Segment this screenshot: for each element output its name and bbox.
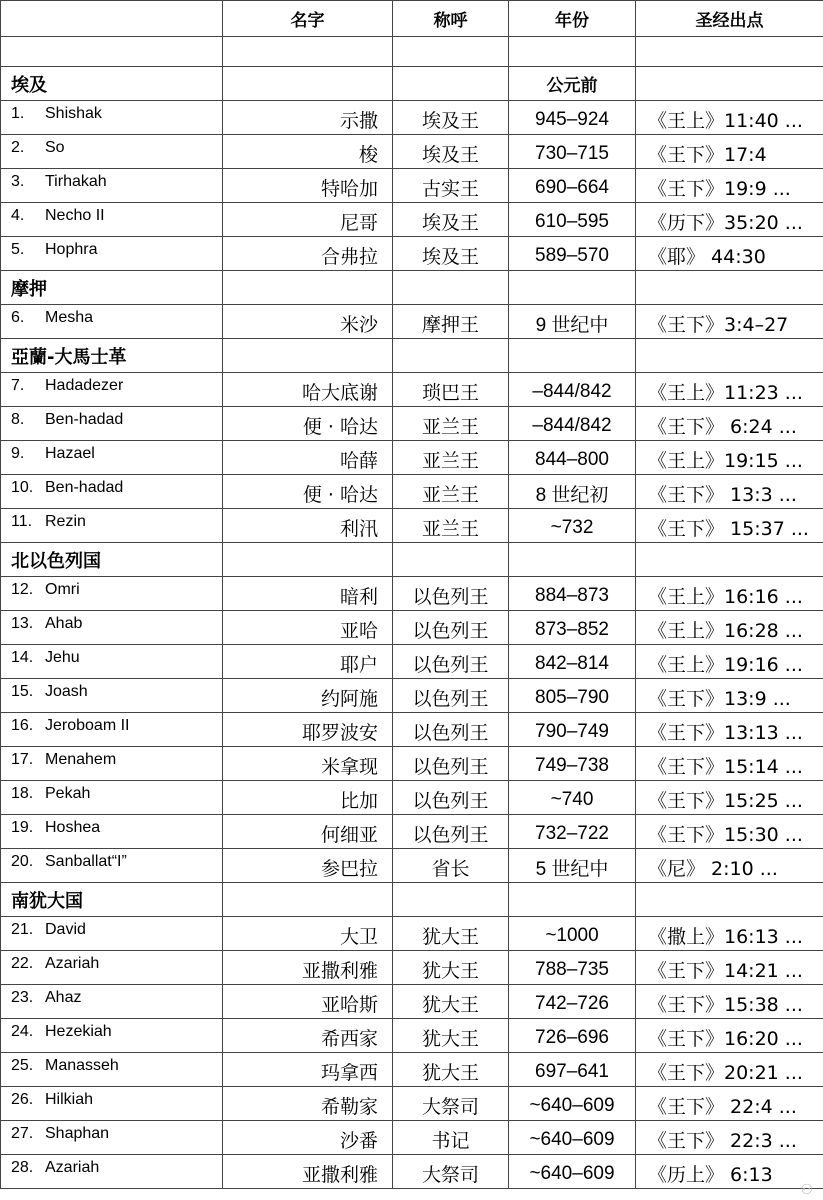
reference-cell: 《撒上》16:13 ... bbox=[636, 917, 823, 951]
year-cell: 805–790 bbox=[509, 679, 636, 713]
english-name-cell bbox=[1, 475, 223, 509]
year-cell: 5 世纪中 bbox=[509, 849, 636, 883]
row-number: 7. bbox=[11, 377, 25, 394]
reference-cell: 《王下》15:25 ... bbox=[636, 781, 823, 815]
reference-cell: 《王下》 13:3 ... bbox=[636, 475, 823, 509]
title-cell: 以色列王 bbox=[393, 815, 509, 849]
table-row bbox=[1, 1121, 823, 1155]
row-number: 18. bbox=[11, 785, 34, 802]
english-name-cell bbox=[1, 169, 223, 203]
row-number: 12. bbox=[11, 581, 34, 598]
english-name-cell bbox=[1, 747, 223, 781]
english-name-cell bbox=[1, 849, 223, 883]
table-row bbox=[1, 849, 823, 883]
chinese-name: 亚撒利雅 bbox=[223, 951, 393, 985]
year-cell: –844/842 bbox=[509, 407, 636, 441]
english-name-cell bbox=[1, 305, 223, 339]
row-number: 20. bbox=[11, 853, 34, 870]
chinese-name: 米沙 bbox=[223, 305, 393, 339]
blank-cell bbox=[393, 339, 509, 373]
table-row bbox=[1, 1155, 823, 1189]
title-cell: 大祭司 bbox=[393, 1087, 509, 1121]
blank-cell bbox=[636, 883, 823, 917]
row-number: 11. bbox=[11, 513, 33, 530]
chinese-name: 比加 bbox=[223, 781, 393, 815]
section-name: 亞蘭-大馬士革 bbox=[1, 339, 223, 373]
section-year-label: 公元前 bbox=[509, 67, 636, 101]
year-cell: 9 世纪中 bbox=[509, 305, 636, 339]
year-cell: 790–749 bbox=[509, 713, 636, 747]
chinese-name: 希西家 bbox=[223, 1019, 393, 1053]
row-number: 19. bbox=[11, 819, 34, 836]
english-name: Azariah bbox=[45, 955, 100, 972]
english-name-cell bbox=[1, 815, 223, 849]
blank-cell bbox=[636, 37, 823, 67]
english-name-cell bbox=[1, 203, 223, 237]
watermark: ⚇ bbox=[800, 1182, 813, 1198]
title-cell: 大祭司 bbox=[393, 1155, 509, 1189]
english-name-cell bbox=[1, 713, 223, 747]
chinese-name: 哈大底谢 bbox=[223, 373, 393, 407]
reference-cell: 《王上》11:40 ... bbox=[636, 101, 823, 135]
section-row bbox=[1, 883, 823, 917]
english-name-cell bbox=[1, 237, 223, 271]
chinese-name: 亚哈 bbox=[223, 611, 393, 645]
title-cell: 书记 bbox=[393, 1121, 509, 1155]
section-year-label bbox=[509, 271, 636, 305]
english-name: Jehu bbox=[45, 649, 80, 666]
chinese-name: 哈薛 bbox=[223, 441, 393, 475]
blank-cell bbox=[636, 271, 823, 305]
title-cell: 摩押王 bbox=[393, 305, 509, 339]
chinese-name: 米拿现 bbox=[223, 747, 393, 781]
table-row bbox=[1, 713, 823, 747]
table-row bbox=[1, 101, 823, 135]
blank-cell bbox=[393, 543, 509, 577]
chinese-name: 特哈加 bbox=[223, 169, 393, 203]
english-name: Pekah bbox=[45, 785, 91, 802]
row-number: 14. bbox=[11, 649, 34, 666]
title-cell: 犹大王 bbox=[393, 917, 509, 951]
reference-cell: 《历上》 6:13 bbox=[636, 1155, 823, 1189]
english-name: Shaphan bbox=[45, 1125, 110, 1142]
row-number: 1. bbox=[11, 105, 25, 122]
english-name: Hoshea bbox=[45, 819, 101, 836]
blank-cell bbox=[636, 543, 823, 577]
section-row bbox=[1, 339, 823, 373]
section-year-label bbox=[509, 339, 636, 373]
reference-cell: 《王下》19:9 ... bbox=[636, 169, 823, 203]
title-cell: 亚兰王 bbox=[393, 441, 509, 475]
chinese-name: 便 · 哈达 bbox=[223, 407, 393, 441]
english-name-cell bbox=[1, 645, 223, 679]
blank-cell bbox=[223, 271, 393, 305]
title-cell: 省长 bbox=[393, 849, 509, 883]
english-name: Ben-hadad bbox=[45, 411, 124, 428]
row-number: 15. bbox=[11, 683, 34, 700]
table-row bbox=[1, 135, 823, 169]
reference-cell: 《王上》11:23 ... bbox=[636, 373, 823, 407]
row-number: 22. bbox=[11, 955, 34, 972]
english-name-cell bbox=[1, 781, 223, 815]
english-name: Sanballat“I” bbox=[45, 853, 127, 870]
english-name: Hadadezer bbox=[45, 377, 124, 394]
blank-cell bbox=[1, 37, 223, 67]
title-cell: 埃及王 bbox=[393, 237, 509, 271]
section-row bbox=[1, 543, 823, 577]
title-cell: 以色列王 bbox=[393, 713, 509, 747]
year-cell: –844/842 bbox=[509, 373, 636, 407]
year-cell: 732–722 bbox=[509, 815, 636, 849]
blank-row bbox=[1, 37, 823, 67]
row-number: 17. bbox=[11, 751, 34, 768]
english-name: Mesha bbox=[45, 309, 94, 326]
section-row bbox=[1, 271, 823, 305]
title-cell: 以色列王 bbox=[393, 679, 509, 713]
table-row bbox=[1, 679, 823, 713]
title-cell: 以色列王 bbox=[393, 577, 509, 611]
table-row bbox=[1, 203, 823, 237]
table-row bbox=[1, 781, 823, 815]
year-cell: 884–873 bbox=[509, 577, 636, 611]
header-name: 名字 bbox=[223, 1, 393, 37]
chinese-name: 沙番 bbox=[223, 1121, 393, 1155]
row-number: 23. bbox=[11, 989, 34, 1006]
table-row bbox=[1, 305, 823, 339]
chinese-name: 参巴拉 bbox=[223, 849, 393, 883]
year-cell: 589–570 bbox=[509, 237, 636, 271]
table-row bbox=[1, 815, 823, 849]
english-name-cell bbox=[1, 373, 223, 407]
english-name: Hophra bbox=[45, 241, 98, 258]
header-title: 称呼 bbox=[393, 1, 509, 37]
reference-cell: 《王下》 6:24 ... bbox=[636, 407, 823, 441]
blank-cell bbox=[393, 37, 509, 67]
title-cell: 埃及王 bbox=[393, 101, 509, 135]
blank-cell bbox=[223, 67, 393, 101]
title-cell: 犹大王 bbox=[393, 1053, 509, 1087]
title-cell: 以色列王 bbox=[393, 611, 509, 645]
english-name-cell bbox=[1, 135, 223, 169]
year-cell: 842–814 bbox=[509, 645, 636, 679]
reference-cell: 《王下》 15:37 ... bbox=[636, 509, 823, 543]
chinese-name: 亚哈斯 bbox=[223, 985, 393, 1019]
english-name: Manasseh bbox=[45, 1057, 119, 1074]
table-row bbox=[1, 645, 823, 679]
row-number: 10. bbox=[11, 479, 34, 496]
year-cell: ~740 bbox=[509, 781, 636, 815]
table-row bbox=[1, 985, 823, 1019]
section-name: 埃及 bbox=[1, 67, 223, 101]
section-name: 北以色列国 bbox=[1, 543, 223, 577]
english-name-cell bbox=[1, 441, 223, 475]
english-name-cell bbox=[1, 1121, 223, 1155]
title-cell: 犹大王 bbox=[393, 1019, 509, 1053]
reference-cell: 《王下》3:4–27 bbox=[636, 305, 823, 339]
reference-cell: 《王下》13:13 ... bbox=[636, 713, 823, 747]
row-number: 28. bbox=[11, 1159, 34, 1176]
english-name: Joash bbox=[45, 683, 88, 700]
title-cell: 埃及王 bbox=[393, 135, 509, 169]
chinese-name: 希勒家 bbox=[223, 1087, 393, 1121]
english-name: Menahem bbox=[45, 751, 117, 768]
reference-cell: 《王下》 22:3 ... bbox=[636, 1121, 823, 1155]
english-name: Hilkiah bbox=[45, 1091, 94, 1108]
year-cell: 730–715 bbox=[509, 135, 636, 169]
chinese-name: 尼哥 bbox=[223, 203, 393, 237]
english-name-cell bbox=[1, 951, 223, 985]
english-name-cell bbox=[1, 577, 223, 611]
chinese-name: 亚撒利雅 bbox=[223, 1155, 393, 1189]
row-number: 24. bbox=[11, 1023, 34, 1040]
blank-cell bbox=[393, 883, 509, 917]
table-row bbox=[1, 917, 823, 951]
table-row bbox=[1, 1019, 823, 1053]
reference-cell: 《王下》17:4 bbox=[636, 135, 823, 169]
reference-cell: 《王下》16:20 ... bbox=[636, 1019, 823, 1053]
chinese-name: 约阿施 bbox=[223, 679, 393, 713]
header-year: 年份 bbox=[509, 1, 636, 37]
year-cell: ~640–609 bbox=[509, 1155, 636, 1189]
year-cell: ~1000 bbox=[509, 917, 636, 951]
chinese-name: 耶罗波安 bbox=[223, 713, 393, 747]
row-number: 27. bbox=[11, 1125, 34, 1142]
row-number: 2. bbox=[11, 139, 25, 156]
blank-cell bbox=[223, 37, 393, 67]
row-number: 9. bbox=[11, 445, 25, 462]
title-cell: 琐巴王 bbox=[393, 373, 509, 407]
reference-cell: 《王上》19:15 ... bbox=[636, 441, 823, 475]
english-name-cell bbox=[1, 917, 223, 951]
table-row bbox=[1, 509, 823, 543]
reference-cell: 《王下》15:14 ... bbox=[636, 747, 823, 781]
english-name: Hezekiah bbox=[45, 1023, 112, 1040]
english-name-cell bbox=[1, 1087, 223, 1121]
blank-cell bbox=[509, 37, 636, 67]
year-cell: 690–664 bbox=[509, 169, 636, 203]
reference-cell: 《王下》20:21 ... bbox=[636, 1053, 823, 1087]
chinese-name: 合弗拉 bbox=[223, 237, 393, 271]
english-name-cell bbox=[1, 407, 223, 441]
chinese-name: 玛拿西 bbox=[223, 1053, 393, 1087]
reference-cell: 《王下》13:9 ... bbox=[636, 679, 823, 713]
chinese-name: 耶户 bbox=[223, 645, 393, 679]
year-cell: 697–641 bbox=[509, 1053, 636, 1087]
chinese-name: 何细亚 bbox=[223, 815, 393, 849]
year-cell: 610–595 bbox=[509, 203, 636, 237]
english-name-cell bbox=[1, 101, 223, 135]
table-row bbox=[1, 441, 823, 475]
english-name: Shishak bbox=[45, 105, 102, 122]
reference-cell: 《王下》 22:4 ... bbox=[636, 1087, 823, 1121]
chinese-name: 便 · 哈达 bbox=[223, 475, 393, 509]
section-row bbox=[1, 67, 823, 101]
reference-cell: 《王上》16:16 ... bbox=[636, 577, 823, 611]
english-name-cell bbox=[1, 1053, 223, 1087]
title-cell: 亚兰王 bbox=[393, 475, 509, 509]
blank-cell bbox=[223, 543, 393, 577]
year-cell: 726–696 bbox=[509, 1019, 636, 1053]
blank-cell bbox=[393, 67, 509, 101]
year-cell: 844–800 bbox=[509, 441, 636, 475]
year-cell: 8 世纪初 bbox=[509, 475, 636, 509]
reference-cell: 《尼》 2:10 ... bbox=[636, 849, 823, 883]
row-number: 3. bbox=[11, 173, 25, 190]
row-number: 26. bbox=[11, 1091, 34, 1108]
chinese-name: 大卫 bbox=[223, 917, 393, 951]
english-name-cell bbox=[1, 1019, 223, 1053]
row-number: 8. bbox=[11, 411, 25, 428]
title-cell: 古实王 bbox=[393, 169, 509, 203]
table-row bbox=[1, 407, 823, 441]
section-year-label bbox=[509, 883, 636, 917]
english-name-cell bbox=[1, 679, 223, 713]
year-cell: 749–738 bbox=[509, 747, 636, 781]
header-row bbox=[1, 1, 823, 37]
row-number: 6. bbox=[11, 309, 25, 326]
english-name: Omri bbox=[45, 581, 80, 598]
chinese-name: 梭 bbox=[223, 135, 393, 169]
english-name: Ahab bbox=[45, 615, 83, 632]
header-reference: 圣经出点 bbox=[636, 1, 823, 37]
title-cell: 亚兰王 bbox=[393, 407, 509, 441]
english-name: Ben-hadad bbox=[45, 479, 124, 496]
year-cell: 788–735 bbox=[509, 951, 636, 985]
table-row bbox=[1, 237, 823, 271]
chinese-name: 暗利 bbox=[223, 577, 393, 611]
english-name: Azariah bbox=[45, 1159, 100, 1176]
title-cell: 亚兰王 bbox=[393, 509, 509, 543]
year-cell: ~732 bbox=[509, 509, 636, 543]
section-name: 南犹大国 bbox=[1, 883, 223, 917]
english-name: Hazael bbox=[45, 445, 95, 462]
table-body bbox=[1, 67, 823, 1189]
reference-cell: 《王下》14:21 ... bbox=[636, 951, 823, 985]
table-row bbox=[1, 169, 823, 203]
title-cell: 以色列王 bbox=[393, 781, 509, 815]
english-name: Jeroboam II bbox=[45, 717, 130, 734]
year-cell: 945–924 bbox=[509, 101, 636, 135]
english-name: Necho II bbox=[45, 207, 105, 224]
table-row bbox=[1, 577, 823, 611]
year-cell: 873–852 bbox=[509, 611, 636, 645]
title-cell: 以色列王 bbox=[393, 747, 509, 781]
reference-cell: 《王上》19:16 ... bbox=[636, 645, 823, 679]
english-name-cell bbox=[1, 1155, 223, 1189]
english-name-cell bbox=[1, 985, 223, 1019]
blank-cell bbox=[223, 339, 393, 373]
title-cell: 犹大王 bbox=[393, 951, 509, 985]
title-cell: 犹大王 bbox=[393, 985, 509, 1019]
reference-cell: 《王下》15:38 ... bbox=[636, 985, 823, 1019]
section-year-label bbox=[509, 543, 636, 577]
row-number: 16. bbox=[11, 717, 34, 734]
row-number: 5. bbox=[11, 241, 25, 258]
english-name: Tirhakah bbox=[45, 173, 107, 190]
chinese-name: 示撒 bbox=[223, 101, 393, 135]
english-name: So bbox=[45, 139, 65, 156]
blank-cell bbox=[223, 883, 393, 917]
table-row bbox=[1, 373, 823, 407]
english-name: Ahaz bbox=[45, 989, 82, 1006]
english-name-cell bbox=[1, 611, 223, 645]
blank-cell bbox=[636, 339, 823, 373]
english-name: David bbox=[45, 921, 86, 938]
row-number: 25. bbox=[11, 1057, 34, 1074]
year-cell: ~640–609 bbox=[509, 1121, 636, 1155]
row-number: 4. bbox=[11, 207, 25, 224]
table-row bbox=[1, 1087, 823, 1121]
section-name: 摩押 bbox=[1, 271, 223, 305]
year-cell: 742–726 bbox=[509, 985, 636, 1019]
blank-cell bbox=[393, 271, 509, 305]
table-row bbox=[1, 475, 823, 509]
table-row bbox=[1, 747, 823, 781]
english-name-cell bbox=[1, 509, 223, 543]
chinese-name: 利汛 bbox=[223, 509, 393, 543]
table-row bbox=[1, 611, 823, 645]
title-cell: 埃及王 bbox=[393, 203, 509, 237]
table-row bbox=[1, 1053, 823, 1087]
reference-cell: 《耶》 44:30 bbox=[636, 237, 823, 271]
table-row bbox=[1, 951, 823, 985]
title-cell: 以色列王 bbox=[393, 645, 509, 679]
english-name: Rezin bbox=[45, 513, 86, 530]
blank-cell bbox=[636, 67, 823, 101]
reference-cell: 《王下》15:30 ... bbox=[636, 815, 823, 849]
year-cell: ~640–609 bbox=[509, 1087, 636, 1121]
row-number: 13. bbox=[11, 615, 34, 632]
reference-cell: 《王上》16:28 ... bbox=[636, 611, 823, 645]
header-col1 bbox=[1, 1, 223, 37]
row-number: 21. bbox=[11, 921, 34, 938]
reference-cell: 《历下》35:20 ... bbox=[636, 203, 823, 237]
